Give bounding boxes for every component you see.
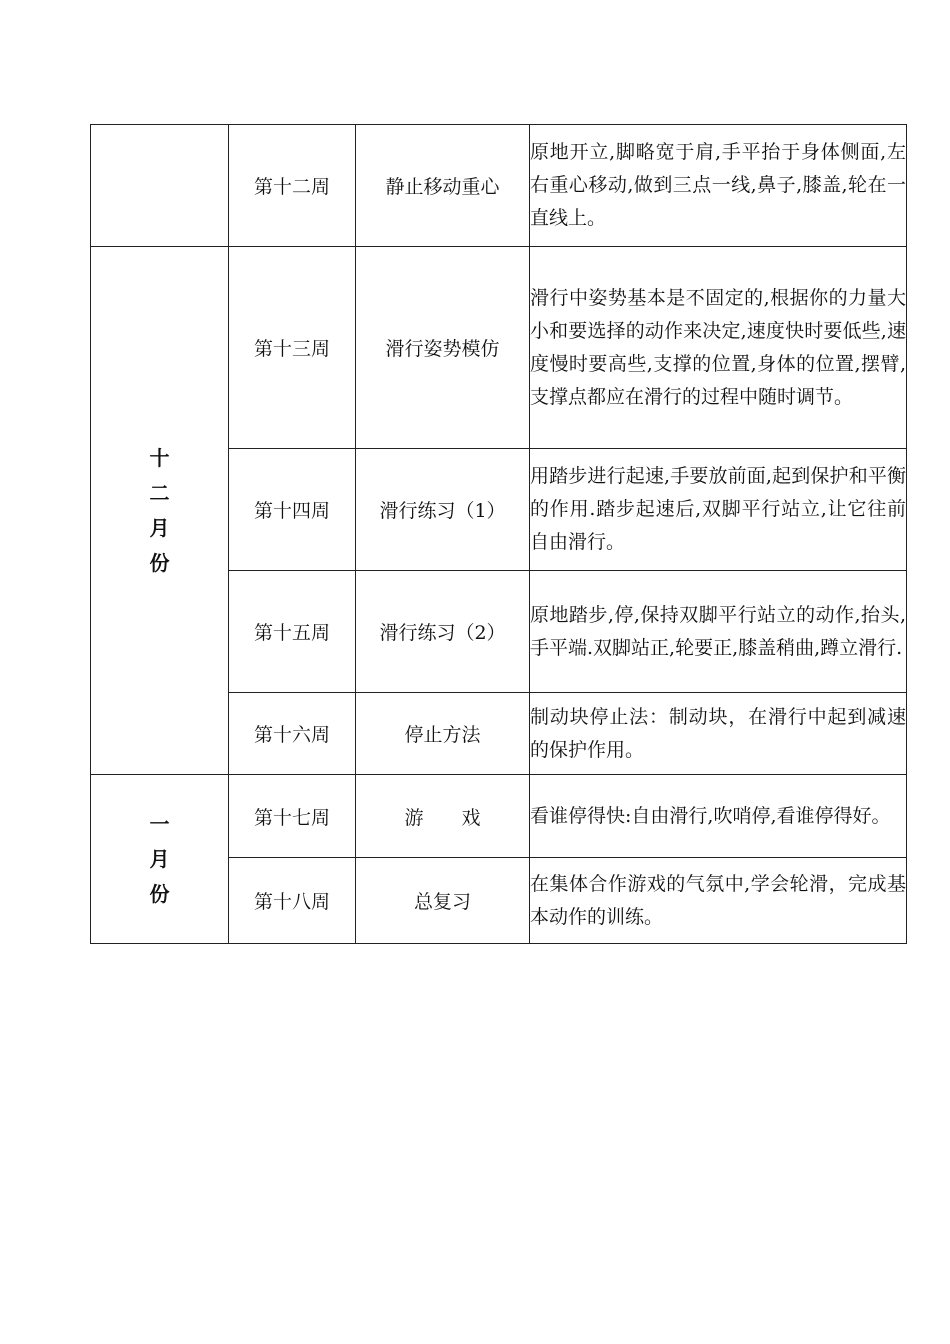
description-cell: 制动块停止法：制动块，在滑行中起到减速的保护作用。 bbox=[530, 693, 907, 775]
week-cell: 第十二周 bbox=[229, 125, 356, 247]
month-cell-january bbox=[91, 775, 229, 944]
topic-cell: 停止方法 bbox=[356, 693, 530, 775]
month-cell-december bbox=[91, 247, 229, 775]
topic-cell: 滑行姿势模仿 bbox=[356, 247, 530, 449]
table-row bbox=[91, 247, 907, 449]
month-label: 十二月份 bbox=[149, 445, 170, 575]
description-cell: 原地踏步,停,保持双脚平行站立的动作,抬头,手平端.双脚站正,轮要正,膝盖稍曲,蹲立滑行. bbox=[530, 571, 907, 693]
schedule-table bbox=[90, 124, 907, 944]
month-cell-empty bbox=[91, 125, 229, 247]
description-cell: 滑行中姿势基本是不固定的,根据你的力量大小和要选择的动作来决定,速度快时要低些,速度慢时要高些,支撑的位置,身体的位置,摆臂,支撑点都应在滑行的过程中随时调节。 bbox=[530, 247, 907, 449]
week-cell: 第十八周 bbox=[229, 858, 356, 944]
topic-cell: 总复习 bbox=[356, 858, 530, 944]
description-cell: 原地开立,脚略宽于肩,手平抬于身体侧面,左右重心移动,做到三点一线,鼻子,膝盖,轮在一直线上。 bbox=[530, 125, 907, 247]
table-row bbox=[91, 775, 907, 858]
week-cell: 第十三周 bbox=[229, 247, 356, 449]
topic-cell: 静止移动重心 bbox=[356, 125, 530, 247]
month-label: 一月份 bbox=[149, 811, 170, 906]
topic-cell: 滑行练习（1） bbox=[356, 449, 530, 571]
topic-cell: 游 戏 bbox=[356, 775, 530, 858]
table-row bbox=[91, 125, 907, 247]
week-cell: 第十七周 bbox=[229, 775, 356, 858]
description-cell: 在集体合作游戏的气氛中,学会轮滑，完成基本动作的训练。 bbox=[530, 858, 907, 944]
description-cell: 用踏步进行起速,手要放前面,起到保护和平衡的作用.踏步起速后,双脚平行站立,让它往前自由滑行。 bbox=[530, 449, 907, 571]
week-cell: 第十四周 bbox=[229, 449, 356, 571]
topic-cell: 滑行练习（2） bbox=[356, 571, 530, 693]
description-cell: 看谁停得快:自由滑行,吹哨停,看谁停得好。 bbox=[530, 775, 907, 858]
week-cell: 第十五周 bbox=[229, 571, 356, 693]
week-cell: 第十六周 bbox=[229, 693, 356, 775]
